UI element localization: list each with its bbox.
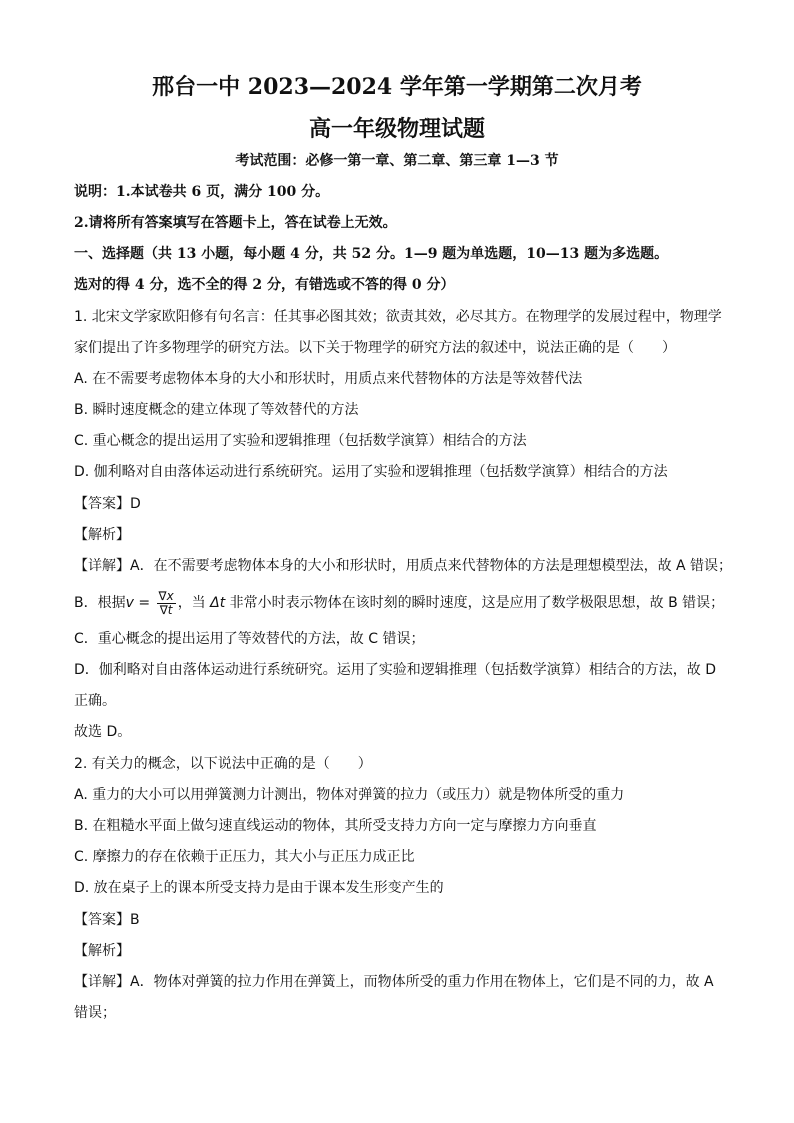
section-heading-1: 一、选择题（共 13 小题，每小题 4 分，共 52 分。1—9 题为单选题，10—13 题为多选题。 (74, 246, 669, 262)
q1-detail-b-prefix: B．根据 (74, 595, 126, 611)
q2-analysis-label: 【解析】 (74, 943, 130, 959)
q1-option-a: A. 在不需要考虑物体本身的大小和形状时，用质点来代替物体的方法是等效替代法 (74, 371, 583, 387)
instruction-line-2: 2.请将所有答案填写在答题卡上，答在试卷上无效。 (74, 215, 397, 231)
q1-detail-b-mid: ，当 (177, 595, 211, 611)
exam-title: 邢台一中 2023—2024 学年第一学期第二次月考 (152, 74, 642, 100)
formula-numerator: ∇x (158, 588, 174, 603)
q1-detail-a: 【详解】A．在不需要考虑物体本身的大小和形状时，用质点来代替物体的方法是理想模型法，故 A 错误； (74, 558, 733, 574)
q2-option-b: B. 在粗糙水平面上做匀速直线运动的物体，其所受支持力方向一定与摩擦力方向垂直 (74, 818, 597, 834)
instruction-line-1: 说明：1.本试卷共 6 页，满分 100 分。 (74, 184, 330, 200)
exam-subtitle: 高一年级物理试题 (308, 116, 485, 142)
q1-conclusion: 故选 D。 (74, 724, 132, 740)
q1-detail-d-1: D．伽利略对自由落体运动进行系统研究。运用了实验和逻辑推理（包括数学演算）相结合的方法，故 D (74, 662, 717, 678)
formula-denominator: ∇t (159, 602, 173, 617)
q2-stem: 2. 有关力的概念，以下说法中正确的是（ ） (74, 756, 372, 772)
q1-stem-2: 家们提出了许多物理学的研究方法。以下关于物理学的研究方法的叙述中，说法正确的是（ ） (74, 340, 676, 356)
section-heading-2: 选对的得 4 分，选不全的得 2 分，有错选或不答的得 0 分） (74, 277, 455, 293)
q1-option-b: B. 瞬时速度概念的建立体现了等效替代的方法 (74, 402, 359, 418)
q1-detail-c: C．重心概念的提出运用了等效替代的方法，故 C 错误； (74, 631, 425, 647)
q2-option-a: A. 重力的大小可以用弹簧测力计测出，物体对弹簧的拉力（或压力）就是物体所受的重力 (74, 787, 625, 803)
q2-option-d: D. 放在桌子上的课本所受支持力是由于课本发生形变产生的 (74, 880, 444, 896)
q1-option-c: C. 重心概念的提出运用了实验和逻辑推理（包括数学演算）相结合的方法 (74, 433, 527, 449)
q1-detail-b-v: v (125, 595, 134, 611)
q1-detail-d-2: 正确。 (74, 693, 116, 709)
q1-analysis-label: 【解析】 (74, 527, 130, 543)
q2-answer: 【答案】B (74, 912, 140, 928)
q1-detail-b-eq: = (133, 595, 155, 611)
q1-option-d: D. 伽利略对自由落体运动进行系统研究。运用了实验和逻辑推理（包括数学演算）相结合的方法 (74, 464, 668, 480)
velocity-formula (157, 590, 176, 617)
q1-stem-1: 1. 北宋文学家欧阳修有句名言：任其事必图其效；欲责其效，必尽其方。在物理学的发展过程中，物理学 (74, 309, 722, 325)
q2-option-c: C. 摩擦力的存在依赖于正压力，其大小与正压力成正比 (74, 849, 415, 865)
q2-detail-a-2: 错误； (74, 1005, 116, 1021)
q1-detail-b-dt: Δt (210, 595, 226, 611)
q1-detail-b-post: 非常小时表示物体在该时刻的瞬时速度，这是应用了数学极限思想，故 B 错误； (225, 595, 725, 611)
exam-scope: 考试范围：必修一第一章、第二章、第三章 1—3 节 (235, 153, 559, 169)
q1-detail-b (74, 588, 724, 618)
q1-answer: 【答案】D (74, 496, 141, 512)
q2-detail-a-1: 【详解】A．物体对弹簧的拉力作用在弹簧上，而物体所受的重力作用在物体上，它们是不同的力，故 A (74, 974, 714, 990)
